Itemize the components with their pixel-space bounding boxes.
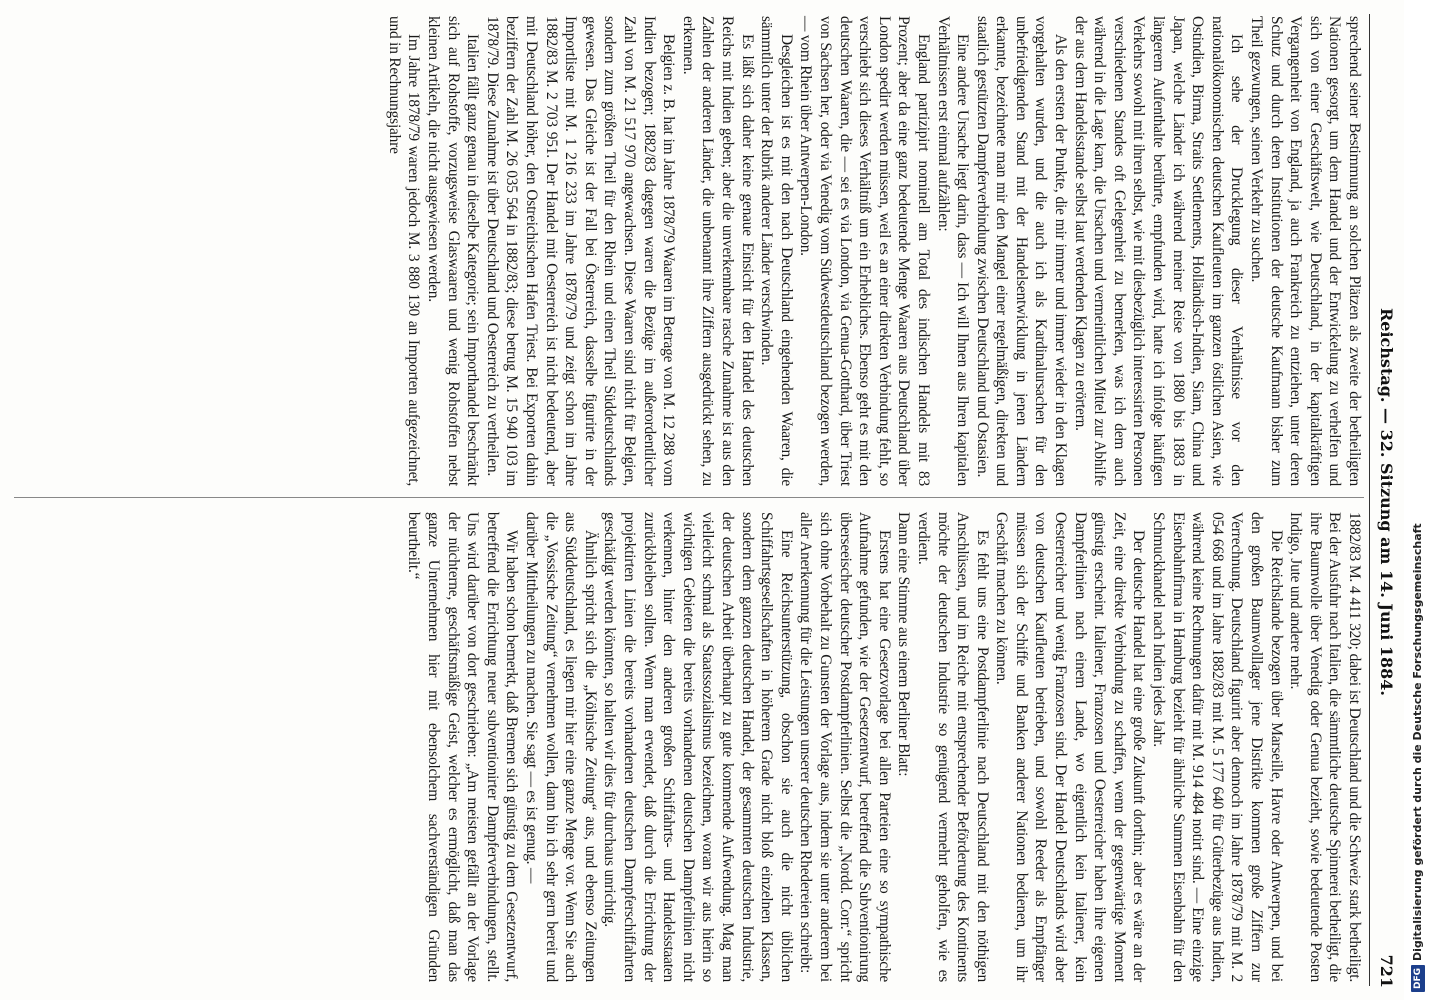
running-head: [1370, 16, 1396, 988]
paragraph: Es fehlt uns eine Postdampferlinie nach Deutschland mit den nöthigen Anschlüssen, und im Reiche mit entsprechender Beförderung des Kontinents möchte der deutschen Industrie so genügend vermehrt geholfen, wie es verdient.: [914, 512, 991, 982]
left-text-column: [384, 16, 1364, 486]
paragraph: Erstens hat eine Gesetzvorlage bei allen Parteien eine so sympathische Aufnahme gefunden, wie der Gesetzentwurf, betreffend die Subventionirung überseeischer deutscher Postdampferlinien. Selbst die „Nordd. Corr.“ spricht sich ohne Vorbehalt zu Gunsten der Vorlage aus, indem sie unter anderem bei aller Anerkennung für die Leistungen unserer deutschen Rhedereien schreibt:: [797, 512, 893, 982]
right-text-column: [404, 512, 1364, 982]
paragraph: Eine andere Ursache liegt darin, dass — Ich will Ihnen aus Ihren kapitalen Verhältnissen erst einmal aufzählen:: [934, 16, 972, 486]
header-rule: [1369, 14, 1370, 986]
paragraph: Desgleichen ist es mit den nach Deutschland eingehenden Waaren, die sämmtlich unter der Rubrik anderer Länder verschwinden.: [758, 16, 795, 486]
paragraph: Als den ersten der Punkte, die mir immer und immer wieder in den Klagen vorgehalten wurden, und die auch ich als Kardinalursachen für den unbefriedigenden Stand mit der Handelsentwicklung in jenen Ländern erkannte, bezeichnete man mir den Mangel einer regelmäßigen, direkten und staatlich gestützten Dampferverbindung zwischen Deutschland und Ostasien.: [973, 16, 1070, 486]
digitization-note-text: Digitalisierung gefördert durch die Deutsche Forschungsgemeinschaft: [1411, 523, 1424, 961]
paragraph: England partizipirt nominell am Total des indischen Handels mit 83 Prozent; aber da eine ganz bedeutende Menge Waaren aus Deutschland über London spedirt werden müssen, weil es an einer direkten Verbindung fehlt, so verschiebt sich dieses Verhältniß um ein Erhebliches. Ebenso geht es mit den deutschen Waaren, die — sei es via London, via Genua-Gotthard, über Triest von Sachsen her, oder via Venedig vom Südwestdeutschland bezogen werden, — vom Rhein über Antwerpen-London.: [797, 16, 932, 486]
dfg-logo: DFG: [1411, 965, 1425, 992]
paragraph: Dann eine Stimme aus einem Berliner Blatt:: [895, 512, 913, 777]
digitization-sidebar: [1404, 0, 1432, 1000]
paragraph: sprechend seiner Bestimmung an solchen Plätzen als zweite der betheiligten Nationen gesorgt, um dem Handel und der Entwickelung zu verhelfen und sich von einer Geschäftswelt, wie Deutschland, in der kapitalkräftigen Vergangenheit von England, ja auch Frankreich zu entziehen, unter deren Schutz und durch deren Institutionen der deutsche Kaufmann bisher zum Theil gezwungen, seinen Verkehr zu suchen.: [1248, 16, 1363, 486]
paragraph: Im Jahre 1878/79 waren jedoch M. 3 880 130 an Importen aufgezeichnet, und in Rechnungsjahre: [385, 16, 423, 486]
column-divider: [14, 497, 1364, 498]
paragraph: Italien fällt ganz genau in dieselbe Kategorie; sein Importhandel beschränkt sich auf Rohstoffe, vorzugsweise Glaswaaren und wenig Rohstoffen nebst kleinen Artikeln, die nicht ausgewiesen werden.: [425, 16, 482, 486]
paragraph: Eine Reichsunterstützung, obschon sie auch die nicht üblichen Schiffahrtsgesellschaften in höherem Grade nicht bloß einzelnen Klassen, sondern dem ganzen deutschen Handel, der gesammten deutschen Industrie, der deutschen Arbeit überhaupt zu gute kommende Aufwendung. Mag man vielleicht schmal als Staatssozialismus bezeichnen, woran wir aus hierin so wichtigen Gebieten die bereits vorhandenen deutschen Dampferlinien nicht verkennen, hinter den anderen großen Schiffahrts- und Handelsstaaten zurückbleiben sollten. Wenn man erwendet, daß durch die Errichtung der projektirten Linien die bereits vorhandenen deutschen Dampferschiffahrten geschädigt werden könnten, so halten wir dies für durchaus unrichtig.: [601, 512, 795, 982]
paragraph: Belgien z. B. hat im Jahre 1878/79 Waaren im Betrage von M. 12 288 vom Indien bezogen; 1882/83 dagegen waren die Bezüge im außerordentlicher Zahl von M. 21 517 970 angewachsen. Diese Waaren sind nicht für Belgien, sondern zum größten Theil für den Rhein und einen Theil Süddeutschlands gewesen. Das Gleiche ist der Fall bei Österreich, dasselbe figurirte in der Importliste mit M. 1 216 233 im Jahre 1878/79 und zeigt schon im Jahre 1882/83 M. 2 703 951. Der Handel mit Oesterreich ist nicht bedeutend, aber mit Deutschland höher, den Ostreichischen Hafen Triest. Bei Exporten dahin beziffern der Zahl M. 26 035 564 in 1882/83; diese betrug M. 15 940 103 im 1878/79. Diese Zunahme ist über Deutschland und Oesterreich zu vertheilen.: [483, 16, 678, 486]
running-head-title: Reichstag. — 32. Sitzung am 14. Juni 1884.: [1377, 308, 1396, 696]
paragraph: Es läßt sich daher keine genaue Einsicht für den Handel des deutschen Reichs mit Indien geben; aber die unverkennbare rasche Zunahme ist aus den Zahlen der anderen Länder, die unbenannt ihre Ziffern ausgedrückt sehen, zu erkennen.: [679, 16, 756, 486]
paragraph: Ich sehe der Drucklegung dieser Verhältnisse vor den nationalökonomischen deutschen Kaufleuten im ganzen östlichen Asien, wie Ostindien, Birma, Straits Settlements, Holländisch-Indien, Siam, China und Japan, welche Länder ich während meiner Reise von 1880 bis 1883 in längerem Aufenthalte berührte, empfunden wird, hatte ich infolge häufigen Verkehrs sowohl mit ihren selbst, wie mit diesbezüglich interessirten Personen verschiedenen Standes oft Gelegenheit zu bemerken, was ich dem auch während in die Lage kam, die Ursachen und vermeintlichen Mittel zur Abhilfe der aus dem Handelsstande selbst laut werdenden Klagen zu erörtern.: [1071, 16, 1246, 486]
digitization-note: [1404, 0, 1432, 1000]
paragraph: Die Reichslande bezogen über Marseille, Havre oder Antwerpen, und bei den großen Baumwolllager jene Distrikte kommen große Ziffern zur Verrechnung. Deutschland figurirt aber dennoch im Jahre 1878/79 mit M. 2 054 668 und im Jahre 1882/83 mit M. 5 177 640 für Güterbezüge aus Indien, während keine Rechnungen dafür mit M. 914 484 notirt sind. — Eine einzige Eisenbahnfirma in Hamburg bezieht für ähnliche Summen Eisenbahn für den Schmuckhandel nach Indien jedes Jahr.: [1150, 512, 1285, 982]
paragraph: Wir haben schon bemerkt, daß Bremen sich günstig zu dem Gesetzentwurf, betreffend die Errichtung neuer subventionirter Dampferverbindungen, stellt. Uns wird darüber von dort geschrieben: „Am meisten gefällt an der Vorlage der nüchterne, geschäftsmäßige Geist, welcher es ermöglicht, daß man das ganze Unternehmen hier mit ebensolchem sachverständigen Gründen beurtheilt.“: [405, 512, 521, 982]
page-number: 721: [1377, 954, 1396, 988]
paragraph: 1882/83 M. 4 411 320; dabei ist Deutschland und die Schweiz stark betheiligt. Bei der Ausfuhr nach Italien, die sämmtliche deutsche Spinnerei betheiligt, die ihre Baumwolle über Venedig oder Genua bezieht, sowie bedeutende Posten Indigo, Jute und andere mehr.: [1287, 512, 1363, 982]
paragraph: Der deutsche Handel hat eine große Zukunft dorthin; aber es wäre an der Zeit, eine direkte Verbindung zu schaffen, wenn der gegenwärtige Moment günstig erscheint. Italiener, Franzosen und Oesterreicher haben ihre eigenen Dampferlinien nach einem Lande, wo eigentlich kein Italiener, kein Oesterreicher und wenig Franzosen sind. Der Handel Deutschlands wird aber von deutschen Kaufleuten betrieben, und sowohl Reeder als Empfänger müssen sich der Schiffe und Banken anderer Nationen bedienen, um ihr Geschäft machen zu können.: [993, 512, 1148, 982]
paragraph: Ähnlich spricht sich die „Kölnische Zeitung“ aus, und ebenso Zeitungen aus Süddeutschland, es liegen mir hier eine ganze Menge vor. Wenn Sie auch die „Vossische Zeitung“ vernehmen wollen, dann bin ich sehr gern bereit und darüber Mittheilungen zu machen. Sie sagt — es ist genug. —: [523, 512, 599, 982]
